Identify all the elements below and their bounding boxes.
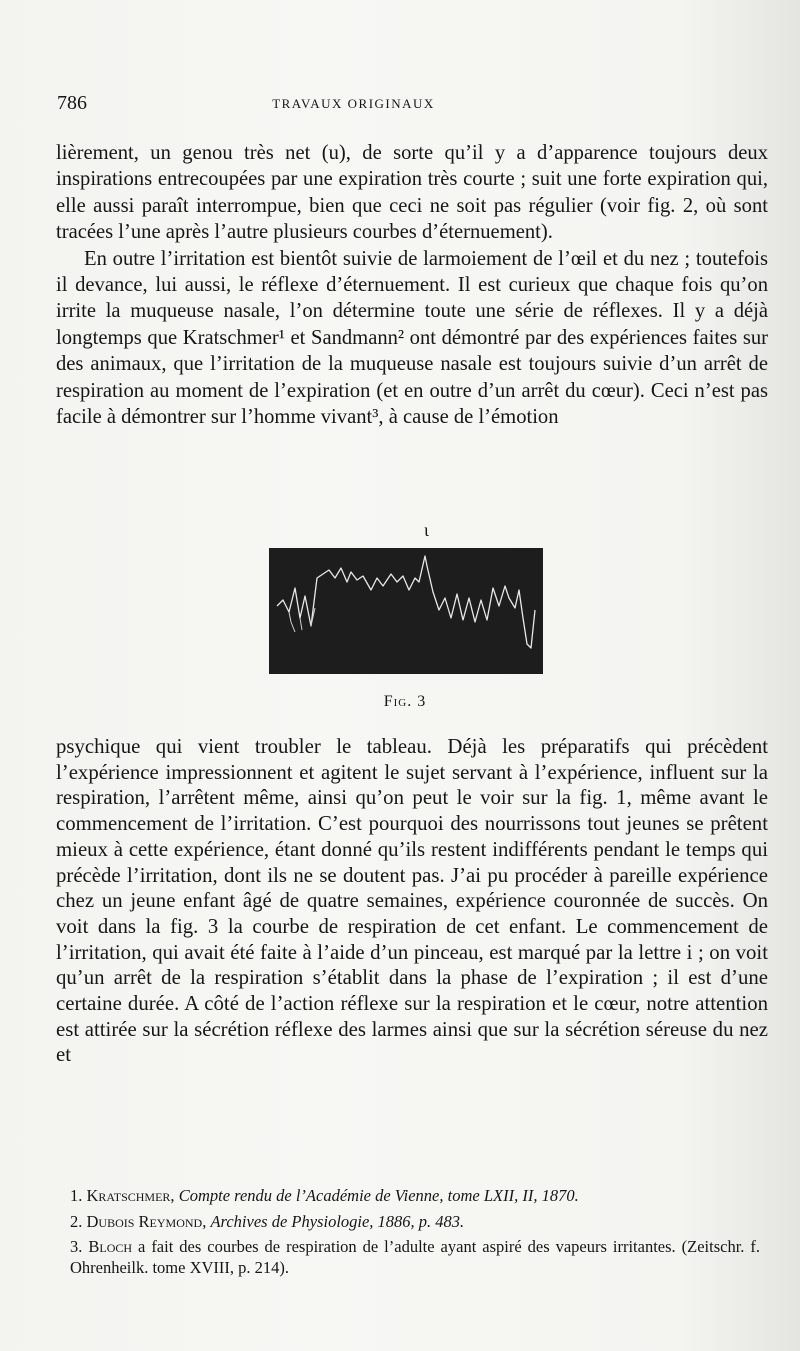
footnote: 3. Bloch a fait des courbes de respiration de l’adulte ayant aspiré des vapeurs irritantes. (Zeitschr. f. Ohrenheilk. tome XVIII, p. 214). (70, 1237, 761, 1277)
running-title: TRAVAUX ORIGINAUX (272, 96, 435, 111)
footnote: 2. Dubois Reymond, Archives de Physiologie, 1886, p. 483. (70, 1211, 465, 1231)
page-number: 786 (57, 92, 87, 114)
irritation-marker: ι (424, 520, 429, 540)
paragraph: lièrement, un genou très net (u), de sorte qu’il y a d’apparence toujours deux inspirations entrecoupées par une expiration très courte ; suit une forte expiration qui, elle aussi paraît interrompue, bien que ceci ne soit pas régulier (voir fig. 2, où sont tracées l’une après l’autre plusieurs courbes d’éternuement). (56, 142, 768, 244)
paragraph: psychique qui vient troubler le tableau. Déjà les préparatifs qui précèdent l’expérience impressionnent et agitent le sujet servant à l’expérience, influent sur la respiration, l’arrêtent même, ainsi qu’on peut le voir sur la fig. 1, même avant le commencement de l’irritation. C’est pourquoi des nourrissons tout jeunes se prêtent mieux à cette expérience, étant donné qu’ils restent indifférents pendant le temps qui précède l’irritation, dont ils ne se doutent pas. J’ai pu procéder à pareille expérience chez un jeune enfant âgé de quatre semaines, expérience couronnée de succès. On voit dans la fig. 3 la courbe de respiration de cet enfant. Le commencement de l’irritation, qui avait été faite à l’aide d’un pinceau, est marqué par la lettre i ; on voit qu’un arrêt de la respiration s’établit dans la phase de l’expiration ; il est d’une certaine durée. A côté de l’action réflexe sur la respiration et le cœur, notre attention est attirée sur la sécrétion réflexe des larmes ainsi que sur la sécrétion séreuse du nez et (56, 735, 768, 1067)
body-text-top (56, 140, 768, 430)
footnotes (70, 1186, 760, 1283)
body-text-bottom (56, 734, 768, 1068)
figure-caption: Fig. 3 (383, 693, 427, 710)
footnote: 1. Kratschmer, Compte rendu de l’Académie de Vienne, tome LXII, II, 1870. (70, 1186, 579, 1205)
page-header (57, 92, 760, 118)
respiration-curve-figure (269, 548, 543, 674)
respiration-curve (269, 548, 543, 674)
paragraph: En outre l’irritation est bientôt suivie de larmoiement de l’œil et du nez ; toutefois il devance, lui aussi, le réflexe d’éternuement. Il est curieux que chaque fois qu’on irrite la muqueuse nasale, l’on détermine toute une série de réflexes. Il y a déjà longtemps que Kratschmer¹ et Sandmann² ont démontré par des expériences faites sur des animaux, que l’irritation de la muqueuse nasale est toujours suivie d’un arrêt de respiration au moment de l’expiration (et en outre d’un arrêt du cœur). Ceci n’est pas facile à démontrer sur l’homme vivant³, à cause de l’émotion (56, 247, 768, 429)
